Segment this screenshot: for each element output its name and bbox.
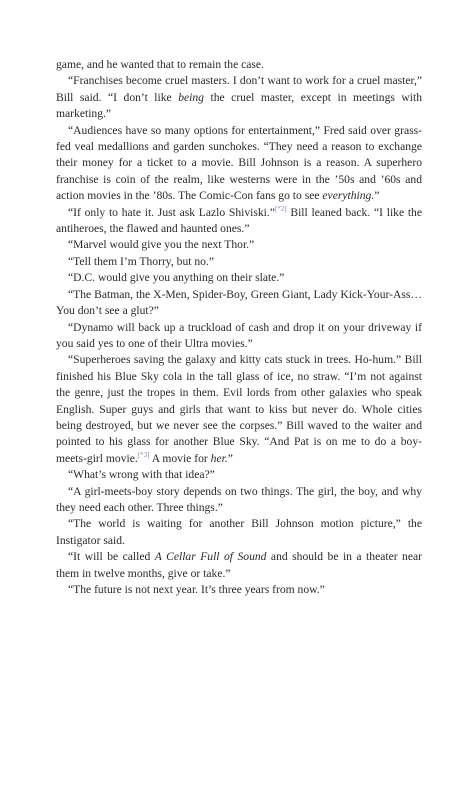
page-text: [56, 57, 422, 598]
text-run: “Dynamo will back up a truckload of cash and drop it on your driveway if you said yes to one of their Ultra movies.”: [56, 320, 422, 350]
italic-text: her.: [210, 451, 228, 465]
text-run: “D.C. would give you anything on their slate.”: [68, 271, 285, 285]
italic-text: everything.: [322, 189, 375, 203]
paragraph: [56, 516, 422, 549]
paragraph: [56, 484, 422, 517]
text-run: “It will be called: [68, 550, 155, 564]
paragraph: [56, 73, 422, 122]
footnote-link[interactable]: [*3]: [137, 450, 150, 459]
italic-text: being: [178, 90, 204, 104]
text-run: “The world is waiting for another Bill Johnson motion picture,” the Instigator said.: [56, 517, 422, 547]
text-run: “Marvel would give you the next Thor.”: [68, 238, 255, 252]
text-run: “Tell them I’m Thorry, but no.”: [68, 254, 215, 268]
text-run: “A girl-meets-boy story depends on two things. The girl, the boy, and why they need each other. Three things.”: [56, 484, 422, 514]
paragraph: [56, 582, 422, 598]
text-run: “Audiences have so many options for entertainment,” Fred said over grass-fed veal medallions and garden sunchokes. “They need a reason to exchange their money for a ticket to a movie. Bill Johnson is a reason. A superhero franchise is coin of the realm, like westerns were in the ’50s and ’60s and action movies in the ’80s. The Comic-Con fans go to see: [56, 123, 422, 203]
text-run: “What’s wrong with that idea?”: [68, 468, 215, 482]
text-run: “If only to hate it. Just ask Lazlo Shiviski.”: [68, 205, 275, 219]
text-run: ”: [374, 189, 380, 203]
paragraph: [56, 205, 422, 238]
text-run: and should be in a theater near them in twelve months, give or take.”: [56, 550, 422, 580]
paragraph: [56, 270, 422, 286]
paragraph: [56, 123, 422, 205]
text-run: “The Batman, the X-Men, Spider-Boy, Green Giant, Lady Kick-Your-Ass…You don’t see a glut?”: [56, 287, 422, 318]
footnote-link[interactable]: [*2]: [274, 204, 287, 213]
text-run: A movie for: [149, 451, 211, 465]
paragraph: [56, 549, 422, 582]
paragraph: [56, 254, 422, 270]
paragraph: [56, 287, 422, 320]
text-run: “Franchises become cruel masters. I don’t want to work for a cruel master,” Bill said. “I don’t like: [56, 74, 422, 104]
text-run: the cruel master, except in meetings with marketing.”: [56, 90, 423, 121]
text-run: “The future is not next year. It’s three years from now.”: [68, 583, 325, 596]
text-run: ”: [227, 451, 233, 465]
paragraph: [56, 237, 422, 253]
text-run: “Superheroes saving the galaxy and kitty cats stuck in trees. Ho-hum.” Bill finished his Blue Sky cola in the tall glass of ice, no straw. “I’m not against the genre, just the tropes in them. Evil lords from other galaxies who speak English. Super guys and girls that want to kiss but never do. Whole cities being destroyed, but we never see the corpses.” Bill waved to the waiter and pointed to his glass for another Blue Sky. “And Pat is on me to do a boy-meets-girl movie.: [56, 353, 422, 465]
italic-text: A Cellar Full of Sound: [154, 550, 267, 564]
text-run: Bill leaned back. “I like the antiheroes, the flawed and haunted ones.”: [56, 205, 422, 236]
paragraph: [56, 320, 422, 353]
paragraph: [56, 352, 422, 467]
paragraph: [56, 57, 422, 73]
paragraph: [56, 467, 422, 483]
text-run: game, and he wanted that to remain the case.: [56, 58, 264, 71]
